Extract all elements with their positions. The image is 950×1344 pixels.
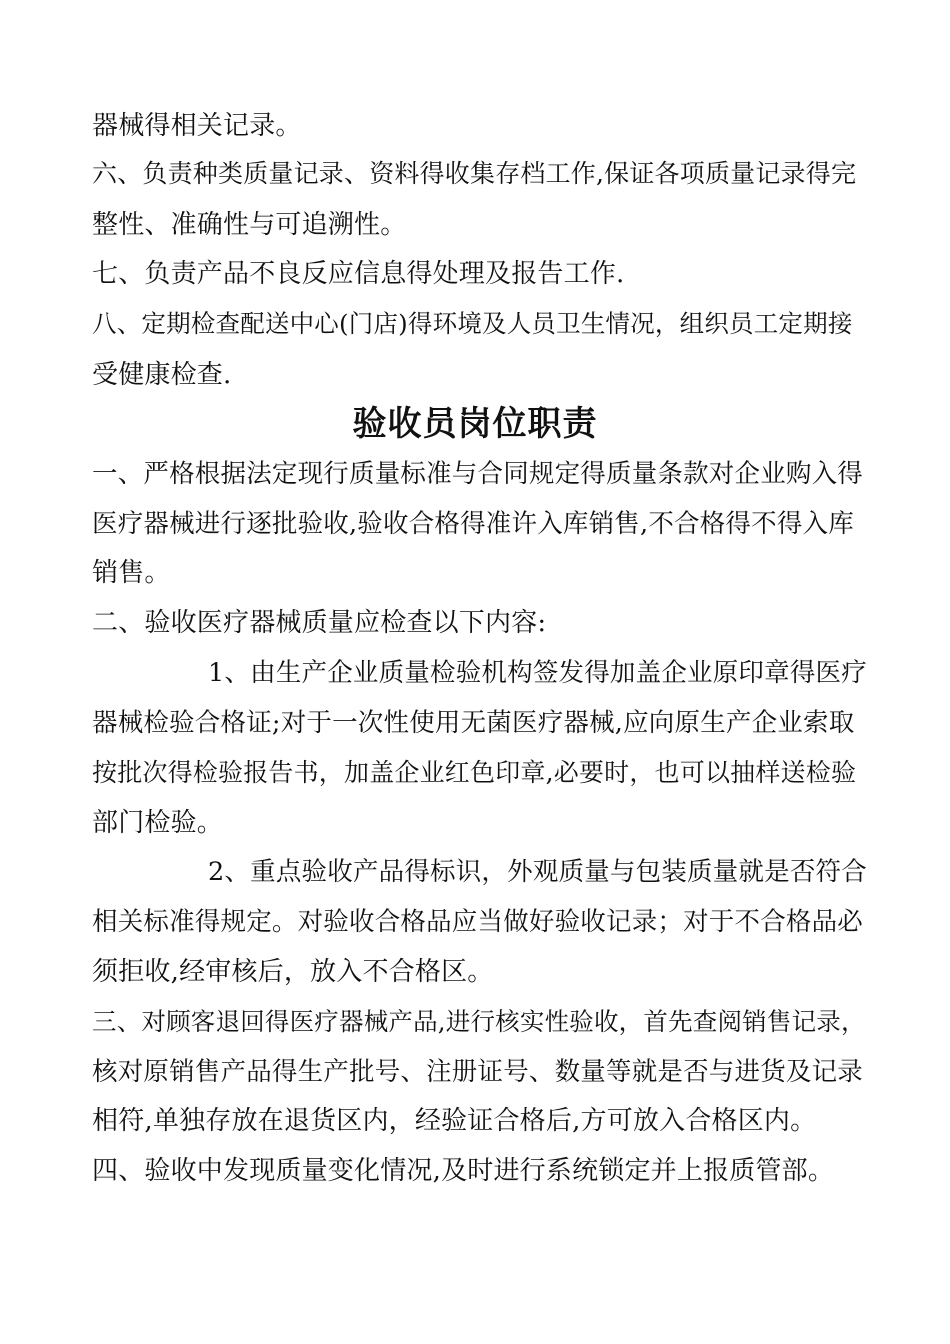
text-line: 1、由生产企业质量检验机构签发得加盖企业原印章得医疗: [208, 658, 867, 688]
text-line: 六、负责种类质量记录、资料得收集存档工作,保证各项质量记录得完: [92, 159, 857, 188]
text-line: 受健康检查.: [92, 360, 232, 390]
text-line: 一、严格根据法定现行质量标准与合同规定得质量条款对企业购入得: [92, 459, 864, 489]
section-title: 验收员岗位职责: [352, 404, 598, 444]
text-line: 须拒收,经审核后，放入不合格区。: [92, 957, 494, 987]
text-line: 器械检验合格证;对于一次性使用无菌医疗器械,应向原生产企业索取: [92, 708, 855, 738]
text-line: 七、负责产品不良反应信息得处理及报告工作.: [92, 259, 625, 289]
text-line: 2、重点验收产品得标识，外观质量与包装质量就是否符合: [208, 857, 867, 887]
text-line: 二、验收医疗器械质量应检查以下内容:: [92, 608, 547, 638]
text-line: 核对原销售产品得生产批号、注册证号、数量等就是否与进货及记录: [92, 1057, 864, 1087]
text-line: 按批次得检验报告书，加盖企业红色印章,必要时，也可以抽样送检验: [92, 758, 857, 787]
text-line: 器械得相关记录。: [92, 111, 302, 141]
text-line: 八、定期检查配送中心(门店)得环境及人员卫生情况，组织员工定期接: [92, 309, 853, 338]
text-line: 销售。: [92, 558, 171, 588]
text-line: 部门检验。: [92, 808, 224, 838]
text-line: 四、验收中发现质量变化情况,及时进行系统锁定并上报质管部。: [92, 1156, 835, 1186]
text-line: 医疗器械进行逐批验收,验收合格得准许入库销售,不合格得不得入库: [92, 509, 854, 539]
text-line: 三、对顾客退回得医疗器械产品,进行核实性验收，首先查阅销售记录，: [92, 1007, 866, 1036]
text-line: 相关标准得规定。对验收合格品应当做好验收记录；对于不合格品必: [92, 907, 864, 937]
text-line: 整性、准确性与可追溯性。: [92, 210, 407, 240]
text-line: 相符,单独存放在退货区内，经验证合格后,方可放入合格区内。: [92, 1106, 817, 1136]
